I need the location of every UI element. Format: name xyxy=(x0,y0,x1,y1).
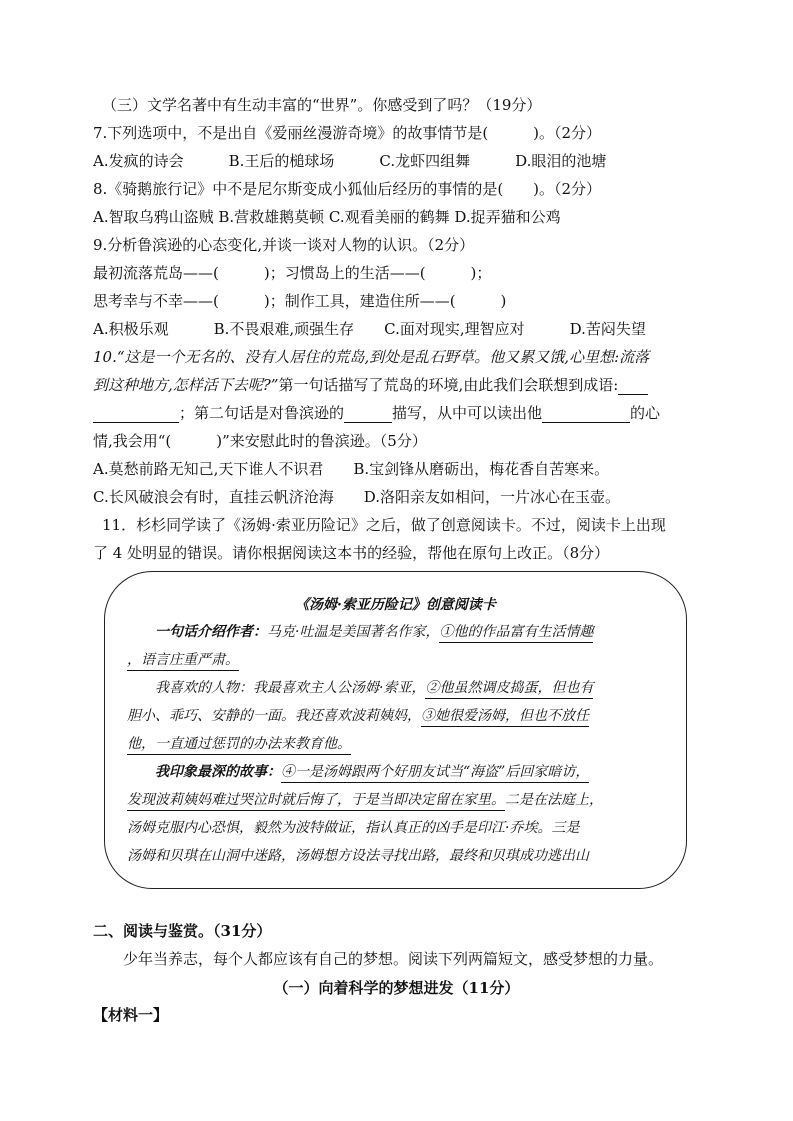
q7-options: A.发疯的诗会 B.王后的槌球场 C.龙虾四组舞 D.眼泪的池塘 xyxy=(93,152,607,170)
card-story-text: 二是在法庭上， xyxy=(505,792,603,808)
q10-quote-line2: 到这种地方,怎样活下去呢?” xyxy=(93,376,279,394)
q10-line3 xyxy=(93,403,660,423)
card-character-text: 我喜欢的人物：我最喜欢主人公汤姆·索亚， xyxy=(155,680,426,696)
q10-quote-line1: 10.“这是一个无名的、没有人居住的荒岛,到处是乱石野草。他又累又饿,心里想:流落 xyxy=(93,348,650,366)
q10-line3-text-a: ；第二句话是对鲁滨逊的 xyxy=(179,404,345,422)
card-error-4[interactable]: ④一是汤姆跟两个好朋友试当“海盗”后回家暗访， xyxy=(281,762,589,783)
q9-line1: 最初流落荒岛——( )；习惯岛上的生活——( )； xyxy=(93,264,492,282)
section3-heading: （三）文学名著中有生动丰富的“世界”。你感受到了吗？（19分） xyxy=(102,96,542,114)
card-error-1-cont[interactable]: ，语言庄重严肃。 xyxy=(127,650,239,671)
card-author-text: 马克·吐温是美国著名作家， xyxy=(267,624,440,640)
card-error-2[interactable]: ②他虽然调皮捣蛋，但也有 xyxy=(425,678,593,699)
answer-blank[interactable] xyxy=(344,406,392,423)
card-error-4-cont[interactable]: 发现波莉姨妈难过哭泣时就后悔了，于是当即决定留在家里。 xyxy=(127,790,505,811)
card-character-text-2: 我还喜欢波莉姨妈， xyxy=(295,708,421,724)
card-error-3[interactable]: ③她很爱汤姆，但也不放任 xyxy=(421,706,589,727)
q9-stem: 9.分析鲁滨逊的心态变化,并谈一谈对人物的认识。（2分） xyxy=(93,236,475,254)
card-character-line-3 xyxy=(127,734,351,755)
reading-card xyxy=(104,571,687,889)
card-story-label: 我印象最深的故事： xyxy=(155,764,281,780)
card-story-line xyxy=(155,762,589,783)
card-author-line xyxy=(155,622,593,643)
q11-line2: 了 4 处明显的错误。请你根据阅读这本书的经验，帮他在原句上改正。（8分） xyxy=(93,544,610,562)
q9-options: A.积极乐观 B.不畏艰难,顽强生存 C.面对现实,理智应对 D.苦闷失望 xyxy=(93,320,646,338)
part2-subheading: （一）向着科学的梦想进发（11分） xyxy=(273,979,520,997)
answer-blank[interactable] xyxy=(93,406,179,423)
card-author-label: 一句话介绍作者： xyxy=(155,624,267,640)
card-error-2-cont[interactable]: 胆小、乖巧、安静的一面。 xyxy=(127,708,295,724)
part2-heading: 二、阅读与鉴赏。（31分） xyxy=(93,922,272,940)
card-author-line-2 xyxy=(127,650,239,671)
q10-line3-text-c: 的心 xyxy=(630,404,661,422)
answer-blank[interactable] xyxy=(618,378,648,395)
card-story-line-3: 汤姆克服内心恐惧，毅然为波特做证，指认真正的凶手是印江·乔埃。三是 xyxy=(127,820,580,836)
q9-line2: 思考幸与不幸——( )；制作工具，建造住所——( ) xyxy=(93,292,507,310)
card-story-line-2 xyxy=(127,790,603,811)
card-error-3-cont[interactable]: 他，一直通过惩罚的办法来教育他。 xyxy=(127,734,351,755)
card-character-line xyxy=(155,678,593,699)
q8-stem: 8.《骑鹅旅行记》中不是尼尔斯变成小狐仙后经历的事情的是( )。（2分） xyxy=(93,180,602,198)
q10-option-ab: A.莫愁前路无知己,天下谁人不识君 B.宝剑锋从磨砺出，梅花香自苦寒来。 xyxy=(93,460,610,478)
q11-line1: 11．杉杉同学读了《汤姆·索亚历险记》之后，做了创意阅读卡。不过，阅读卡上出现 xyxy=(102,516,666,534)
q10-option-cd: C.长风破浪会有时，直挂云帆济沧海 D.洛阳亲友如相问，一片冰心在玉壶。 xyxy=(93,488,620,506)
card-error-1[interactable]: ①他的作品富有生活情趣 xyxy=(439,622,593,643)
answer-blank[interactable] xyxy=(542,406,630,423)
q8-options: A.智取乌鸦山盗贼 B.营救雄鹅莫顿 C.观看美丽的鹤舞 D.捉弄猫和公鸡 xyxy=(93,208,561,226)
q10-line4: 情,我会用“( )”来安慰此时的鲁滨逊。（5分） xyxy=(93,432,427,450)
card-story-line-4: 汤姆和贝琪在山洞中迷路，汤姆想方设法寻找出路，最终和贝琪成功逃出山 xyxy=(127,848,589,864)
q10-line3-text-b: 描写，从中可以读出他 xyxy=(392,404,543,422)
q10-line2-text: 第一句话描写了荒岛的环境,由此我们会联想到成语: xyxy=(278,376,619,394)
part2-intro: 少年当养志，每个人都应该有自己的梦想。阅读下列两篇短文，感受梦想的力量。 xyxy=(123,950,664,968)
q10-line2 xyxy=(93,375,648,395)
card-character-line-2 xyxy=(127,706,589,727)
q7-stem: 7.下列选项中，不是出自《爱丽丝漫游奇境》的故事情节是( )。（2分） xyxy=(93,124,602,142)
card-title: 《汤姆·索亚历险记》创意阅读卡 xyxy=(295,597,496,613)
material-label: 【材料一】 xyxy=(93,1006,169,1024)
